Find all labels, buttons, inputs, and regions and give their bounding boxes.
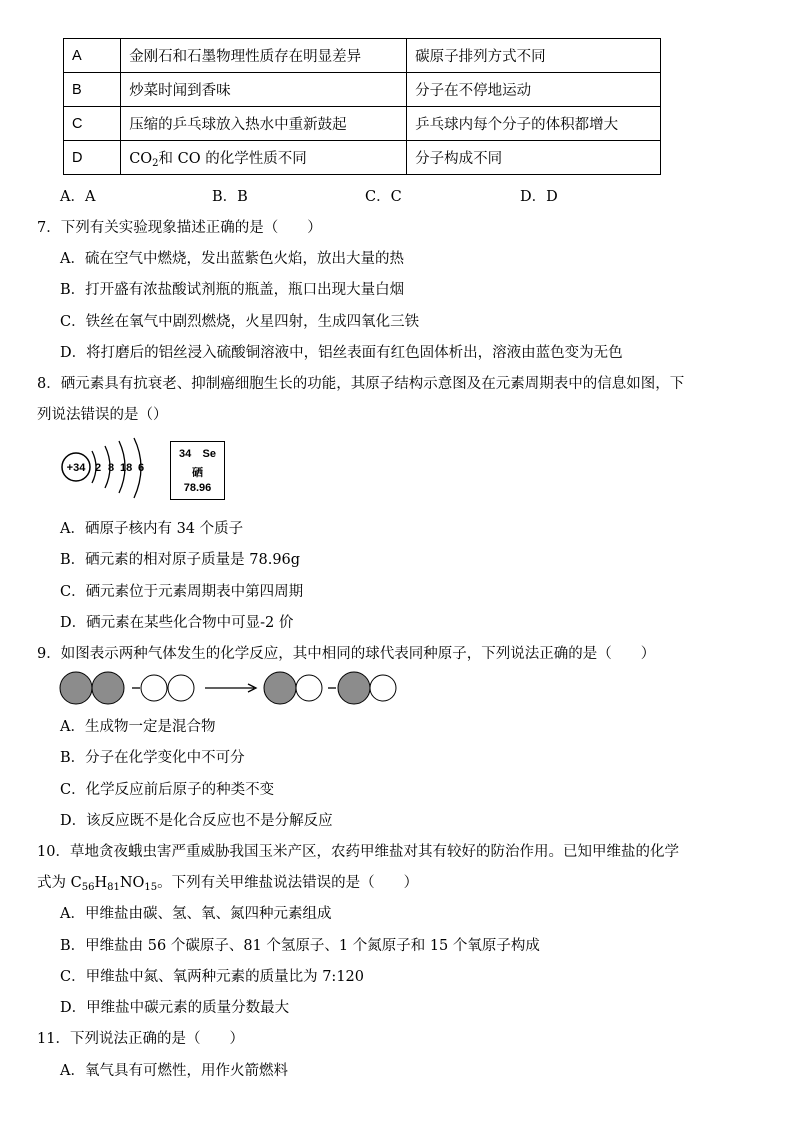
q10-stem-line1: 10．草地贪夜蛾虫害严重威胁我国玉米产区，农药甲维盐对其有较好的防治作用。已知甲维盐的化学	[37, 844, 679, 860]
row-letter: C	[64, 107, 121, 141]
q10-stem-post: 。下列有关甲维盐说法错误的是（ ）	[157, 875, 419, 891]
q10-option-b: B．甲维盐由 56 个碳原子、81 个氢原子、1 个氮原子和 15 个氧原子构成	[60, 938, 540, 954]
element-symbol: Se	[202, 448, 216, 460]
gray-atom	[264, 672, 296, 704]
q9-stem: 9．如图表示两种气体发生的化学反应，其中相同的球代表同种原子，下列说法正确的是（ ）	[37, 646, 656, 662]
q7-option-d: D．将打磨后的铝丝浸入硫酸铜溶液中，铝丝表面有红色固体析出，溶液由蓝色变为无色	[60, 345, 623, 361]
atom-structure-diagram	[58, 436, 158, 502]
shell-count: 2	[95, 462, 102, 474]
q8-option-b: B．硒元素的相对原子质量是 78.96g	[60, 552, 301, 568]
q8-option-d: D．硒元素在某些化合物中可显-2 价	[60, 615, 294, 631]
row-letter: B	[64, 73, 121, 107]
q7-option-a: A．硫在空气中燃烧，发出蓝紫色火焰，放出大量的热	[60, 251, 404, 267]
q9-option-a: A．生成物一定是混合物	[60, 719, 216, 735]
white-atom	[296, 675, 322, 701]
q7-option-c: C．铁丝在氧气中剧烈燃烧，火星四射，生成四氧化三铁	[60, 314, 420, 330]
gray-atom	[338, 672, 370, 704]
element-name: 硒	[192, 466, 203, 479]
shell-count: 18	[120, 462, 133, 474]
atomic-mass: 78.96	[183, 482, 212, 494]
q11-stem: 11．下列说法正确的是（ ）	[37, 1031, 244, 1047]
gray-atom	[92, 672, 124, 704]
row-letter: D	[64, 141, 121, 175]
row-fact: 炒菜时闻到香味	[121, 73, 407, 107]
white-atom	[168, 675, 194, 701]
formula-subscript: 2	[152, 158, 159, 169]
row-explain: 分子构成不同	[407, 141, 661, 175]
gray-atom	[60, 672, 92, 704]
answer-b: B．B	[212, 189, 248, 205]
q9-option-c: C．化学反应前后原子的种类不变	[60, 782, 275, 798]
q9-option-b: B．分子在化学变化中不可分	[60, 750, 245, 766]
row-letter: A	[64, 39, 121, 73]
atomic-number: 34	[179, 448, 192, 460]
q10-stem-pre: 式为 C	[37, 875, 82, 891]
table-row	[64, 39, 661, 73]
row-fact	[121, 141, 407, 175]
answer-d: D．D	[520, 189, 558, 205]
nucleus-charge: +34	[66, 462, 86, 474]
shell-count: 8	[108, 462, 115, 474]
row-explain: 乒乓球内每个分子的体积都增大	[407, 107, 661, 141]
q7-stem: 7．下列有关实验现象描述正确的是（ ）	[37, 220, 322, 236]
q8-option-a: A．硒原子核内有 34 个质子	[60, 521, 244, 537]
q7-option-b: B．打开盛有浓盐酸试剂瓶的瓶盖，瓶口出现大量白烟	[60, 282, 405, 298]
row-fact: 金刚石和石墨物理性质存在明显差异	[121, 39, 407, 73]
row-explain: 分子在不停地运动	[407, 73, 661, 107]
q8-stem-line2: 列说法错误的是（）	[37, 407, 168, 423]
table-row	[64, 73, 661, 107]
q11-option-a: A．氧气具有可燃性，用作火箭燃料	[60, 1063, 288, 1079]
formula-part: NO	[119, 875, 145, 891]
table-row	[64, 107, 661, 141]
formula-part: H	[94, 875, 108, 891]
formula-subscript: 15	[144, 882, 158, 893]
q10-stem-line2	[37, 871, 418, 892]
q9-option-d: D．该反应既不是化合反应也不是分解反应	[60, 813, 333, 829]
q8-stem-line1: 8．硒元素具有抗衰老、抑制癌细胞生长的功能，其原子结构示意图及在元素周期表中的信息如图，下	[37, 376, 685, 392]
q10-option-d: D．甲维盐中碳元素的质量分数最大	[60, 1000, 290, 1016]
q8-option-c: C．硒元素位于元素周期表中第四周期	[60, 584, 304, 600]
formula-subscript: 56	[81, 882, 95, 893]
row-fact: 压缩的乒乓球放入热水中重新鼓起	[121, 107, 407, 141]
q10-option-a: A．甲维盐由碳、氢、氧、氮四种元素组成	[60, 906, 332, 922]
row-explain: 碳原子排列方式不同	[407, 39, 661, 73]
periodic-table-cell	[170, 441, 225, 500]
white-atom	[370, 675, 396, 701]
shell-count: 6	[138, 462, 145, 474]
formula-co2: CO	[129, 151, 153, 167]
row-fact-text: 和 CO 的化学性质不同	[158, 151, 307, 167]
q10-option-c: C．甲维盐中氮、氧两种元素的质量比为 7:120	[60, 969, 364, 985]
answer-c: C．C	[365, 189, 402, 205]
formula-subscript: 81	[107, 882, 120, 893]
options-table	[63, 38, 661, 175]
reaction-diagram	[58, 670, 403, 706]
table-row	[64, 141, 661, 175]
answer-a: A．A	[60, 189, 96, 205]
white-atom	[141, 675, 167, 701]
